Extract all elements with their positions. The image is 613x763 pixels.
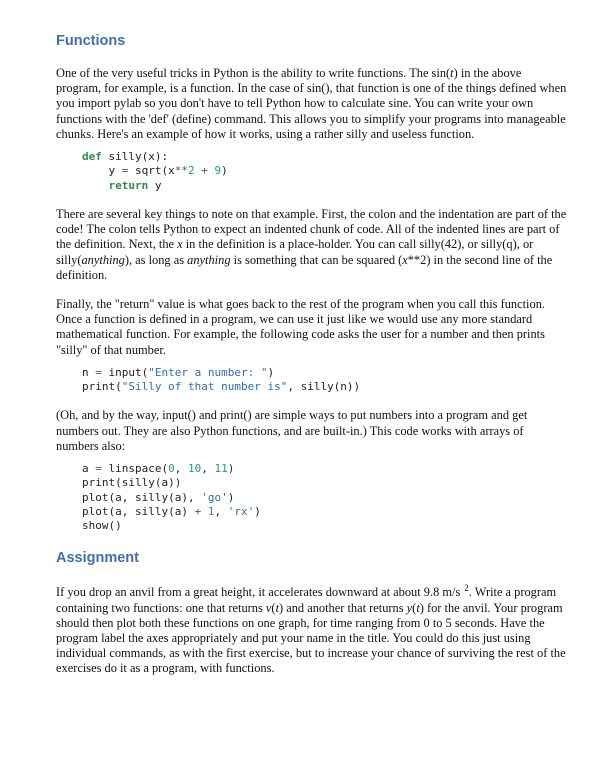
code-string: "Silly of that number is"	[121, 380, 288, 394]
code-text: a	[82, 461, 96, 475]
return-paragraph: Finally, the "return" value is what goes back to the rest of the program when you call this function. Once a function is defined in a program, we can use it just like we would use any more standard mathematical function. For example, the following code asks the user for a number and then prints "silly" of that number.	[56, 296, 545, 357]
code-text: ,	[214, 504, 228, 518]
text-run: is something that can be squared (	[230, 252, 403, 267]
code-number: 11	[214, 461, 228, 475]
assignment-paragraph	[56, 581, 568, 676]
document-page	[56, 28, 568, 691]
code-string: 'go'	[201, 490, 228, 504]
code-text: )	[227, 461, 235, 475]
math-var-y: y	[406, 600, 413, 615]
math-var-x: x	[402, 252, 408, 267]
code-block-input	[82, 366, 568, 395]
code-text: plot(a, silly(a),	[82, 490, 202, 504]
text-run: One of the very useful tricks in Python is the ability to write functions. The sin(	[56, 66, 451, 80]
text-run: There are several key things to note on that example. First, the colon and the indentation are part of the code! The colon tells Python to expect an indented chunk of code. All of the indented lines are part of the definition. Next, the	[56, 206, 567, 252]
italic-word: anything	[81, 252, 125, 267]
math-var-x: x	[177, 237, 183, 252]
code-text: show()	[82, 519, 122, 533]
code-operator: =	[121, 164, 129, 178]
keyword-def: def	[82, 150, 102, 164]
text-run: ) in the above program, for example, is a function. In the case of sin(), that function is one of the things defined when you import pylab so you don't have to tell Python how to calculate sine. You can write your own functions with the 'def' (define) command. This allows you to simplify your programs into manageable chunks. Here's an example of how it works, using a rather silly and useless function.	[56, 66, 567, 141]
code-string: 'rx'	[227, 504, 255, 518]
code-text: y	[82, 164, 122, 178]
code-operator: +	[194, 164, 215, 178]
math-var-t: t	[450, 66, 454, 80]
code-text: ,	[174, 461, 188, 475]
code-text: y	[148, 178, 162, 192]
math-var-t: t	[275, 600, 280, 615]
italic-word: anything	[187, 252, 231, 267]
code-operator: +	[194, 504, 202, 518]
code-text: input(	[101, 365, 149, 379]
code-text: )	[254, 504, 261, 518]
text-run: ) for the anvil. Your program should then plot both these functions on one graph, for time ranging from 0 to 5 seconds. Have the program label the axes appropriately and put your name in the title. You could do this just using individual commands, as with the first exercise, but to increase your chance of surviving the rest of the exercises do it as a program, with functions.	[56, 600, 566, 676]
code-text: )	[227, 490, 235, 504]
superscript-2: 2	[464, 583, 469, 594]
math-var-v: v	[265, 600, 272, 615]
key-things-paragraph	[56, 207, 568, 283]
code-operator: =	[95, 461, 102, 475]
intro-paragraph	[56, 66, 568, 142]
text-run: (	[412, 600, 417, 615]
code-indent	[82, 179, 109, 192]
text-run: in the definition is a place-holder. You can call silly(42), or silly(q), or silly(	[56, 237, 534, 267]
code-text: n	[82, 365, 96, 379]
code-number: 10	[187, 461, 202, 475]
text-run: (	[271, 600, 276, 615]
text-run: ) and another that returns	[279, 600, 407, 615]
code-text: print(	[82, 380, 122, 394]
math-var-t: t	[416, 600, 420, 615]
code-text: , silly(n))	[287, 380, 361, 394]
code-text: )	[221, 164, 228, 178]
keyword-return: return	[108, 178, 149, 192]
code-operator: **	[174, 164, 188, 178]
code-text: print(silly(a))	[82, 476, 182, 490]
text-run: . Write a program containing two functions: one that returns	[56, 585, 557, 615]
code-text: silly(x):	[101, 150, 169, 164]
code-text: sqrt(x	[128, 164, 175, 178]
code-text: ,	[201, 461, 215, 475]
code-operator: =	[95, 365, 102, 379]
text-run: ), as long as	[124, 252, 188, 267]
code-number: 0	[168, 461, 175, 475]
text-run: If you drop an anvil from a great height, it accelerates downward at about 9.8 m/s	[56, 585, 461, 600]
code-text: plot(a, silly(a)	[82, 504, 195, 518]
code-block-arrays	[82, 462, 568, 533]
code-string: "Enter a number: "	[148, 365, 268, 379]
code-block-silly-def	[82, 150, 568, 193]
code-text: linspace(	[101, 461, 169, 475]
code-number: 9	[214, 164, 222, 178]
code-number: 1	[207, 504, 215, 518]
builtin-paragraph: (Oh, and by the way, input() and print() are simple ways to put numbers into a program and get numbers out. They are also Python functions, and are built-in.) This code works with arrays of numbers also:	[56, 408, 528, 453]
code-text	[201, 505, 208, 518]
code-number: 2	[187, 164, 195, 178]
code-text: )	[267, 365, 275, 379]
assignment-heading: Assignment	[56, 550, 139, 567]
text-run: **2) in the second line of the definition.	[56, 252, 553, 282]
functions-heading: Functions	[56, 33, 126, 49]
